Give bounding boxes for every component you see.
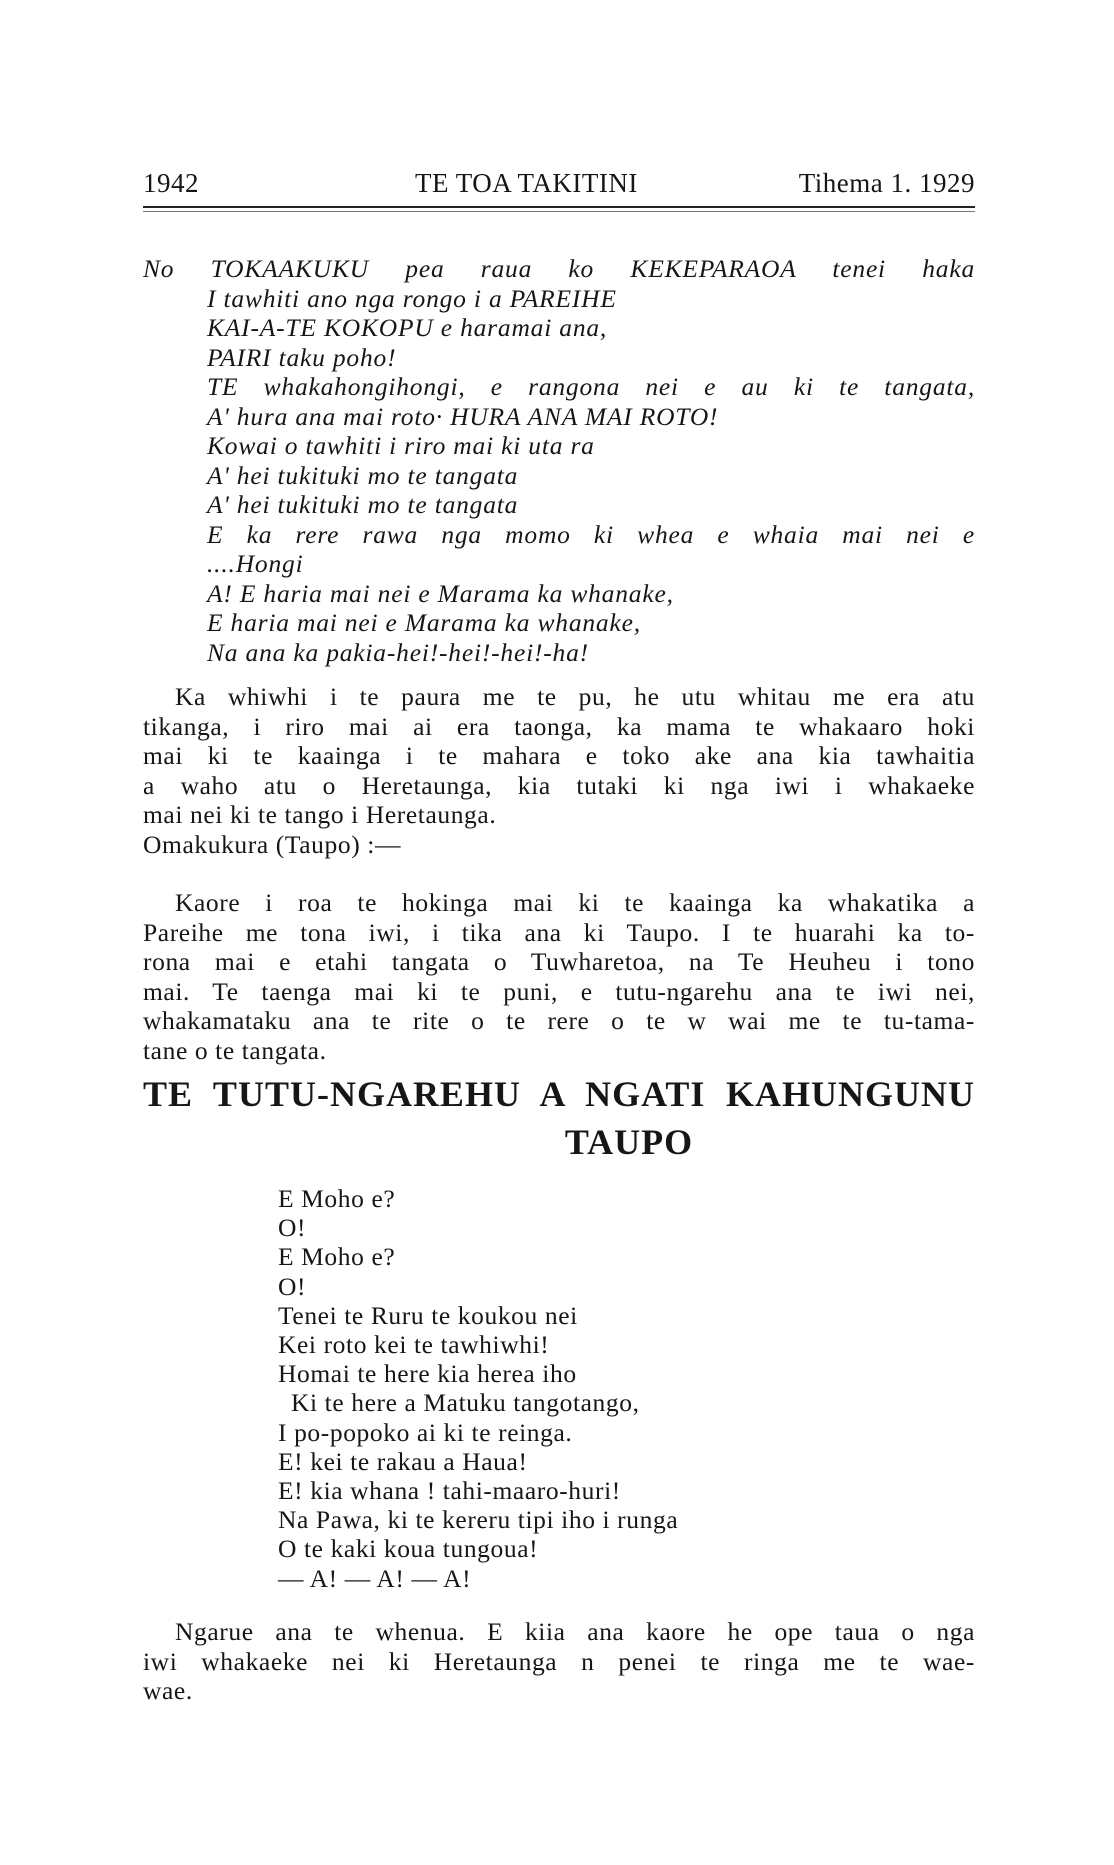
chant-line: E! kei te rakau a Haua! [278,1446,528,1476]
haka-line: I tawhiti ano nga rongo i a PAREIHE [207,283,617,313]
heading-line-1: TE TUTU-NGAREHU A NGATI KAHUNGUNU [143,1074,975,1114]
header-rule-thin [143,211,975,212]
haka-line: A! E haria mai nei e Marama ka whanake, [207,578,674,608]
chant-line: E! kia whana ! tahi-maaro-huri! [278,1476,621,1506]
issue-date: Tihema 1. 1929 [798,168,975,198]
chant-line: Kei roto kei te tawhiwhi! [278,1330,550,1360]
haka-line: A' hei tukituki mo te tangata [207,490,519,519]
haka-verse [143,254,975,667]
haka-line: KAI-A-TE KOKOPU e haramai ana, [207,313,608,342]
chant-verse [278,1184,798,1593]
heading-line-2: TAUPO [564,1122,694,1162]
chant-line: Homai te here kia herea iho [278,1359,577,1389]
paragraph-line: mai nei ki te tango i Heretaunga. [143,800,497,830]
paragraph-line: mai ki te kaainga i te mahara e toko ake ana kia tawhaitia [143,741,975,771]
paragraph-line: rona mai e etahi tangata o Tuwharetoa, na Te Heuheu i tono [143,947,975,977]
haka-line: E haria mai nei e Marama ka whanake, [207,608,641,637]
section-heading [143,1070,975,1166]
chant-line: Tenei te Ruru te koukou nei [278,1300,578,1330]
paragraph-line: wae. [143,1676,193,1706]
chant-line: O te kaki koua tungoua! [278,1534,539,1564]
chant-line: Na Pawa, ki te kereru tipi iho i runga [278,1505,679,1535]
subsection-label: Omakukura (Taupo) :— [143,829,402,859]
chant-line: O! [278,1213,307,1243]
paragraph-earth [143,1617,975,1706]
chant-line: I po-popoko ai ki te reinga. [278,1417,573,1447]
chant-line: Ki te here a Matuku tangotango, [291,1388,640,1418]
paragraph-line: Ngarue ana te whenua. E kiia ana kaore he ope taua o nga [175,1617,975,1646]
paragraph-line: Pareihe me tona iwi, i tika ana ki Taupo. I te huarahi ka to- [143,917,975,947]
haka-line: PAIRI taku poho! [207,342,397,372]
paragraph-line: Ka whiwhi i te paura me te pu, he utu whitau me era atu [175,682,975,711]
paragraph-line: tikanga, i riro mai ai era taonga, ka mama te whakaaro hoki [143,711,975,741]
chant-line: — A! — A! — A! [278,1563,472,1593]
header-rule [143,206,975,208]
page-number: 1942 [143,168,199,198]
paragraph-line: iwi whakaeke nei ki Heretaunga n penei te ringa me te wae- [143,1646,975,1676]
paragraph-line: a waho atu o Heretaunga, kia tutaki ki nga iwi i whakaeke [143,770,975,800]
chant-line: E Moho e? [278,1184,396,1213]
paragraph-line: whakamataku ana te rite o te rere o te w wai me te tu-tama- [143,1006,975,1036]
paragraph-line: tane o te tangata. [143,1035,327,1065]
haka-line: ....Hongi [207,549,304,578]
publication-title: TE TOA TAKITINI [415,168,638,198]
haka-line: Kowai o tawhiti i riro mai ki uta ra [207,431,595,460]
haka-line: A' hura ana mai roto· HURA ANA MAI ROTO! [207,401,719,431]
haka-line: No TOKAAKUKU pea raua ko KEKEPARAOA tenei haka [143,254,975,283]
haka-line: Na ana ka pakia-hei!-hei!-hei!-ha! [207,637,589,667]
haka-line: TE whakahongihongi, e rangona nei e au ki te tangata, [207,372,975,401]
paragraph-powder [143,682,975,860]
paragraph-line: Kaore i roa te hokinga mai ki te kaainga ka whakatika a [175,888,975,917]
chant-line: E Moho e? [278,1242,396,1272]
paragraph-line: mai. Te taenga mai ki te puni, e tutu-ngarehu ana te iwi nei, [143,976,975,1006]
haka-line: A' hei tukituki mo te tangata [207,460,519,490]
paragraph-taupo [143,888,975,1066]
haka-line: E ka rere rawa nga momo ki whea e whaia mai nei e [207,519,975,549]
chant-line: O! [278,1271,307,1301]
running-header [143,168,975,204]
